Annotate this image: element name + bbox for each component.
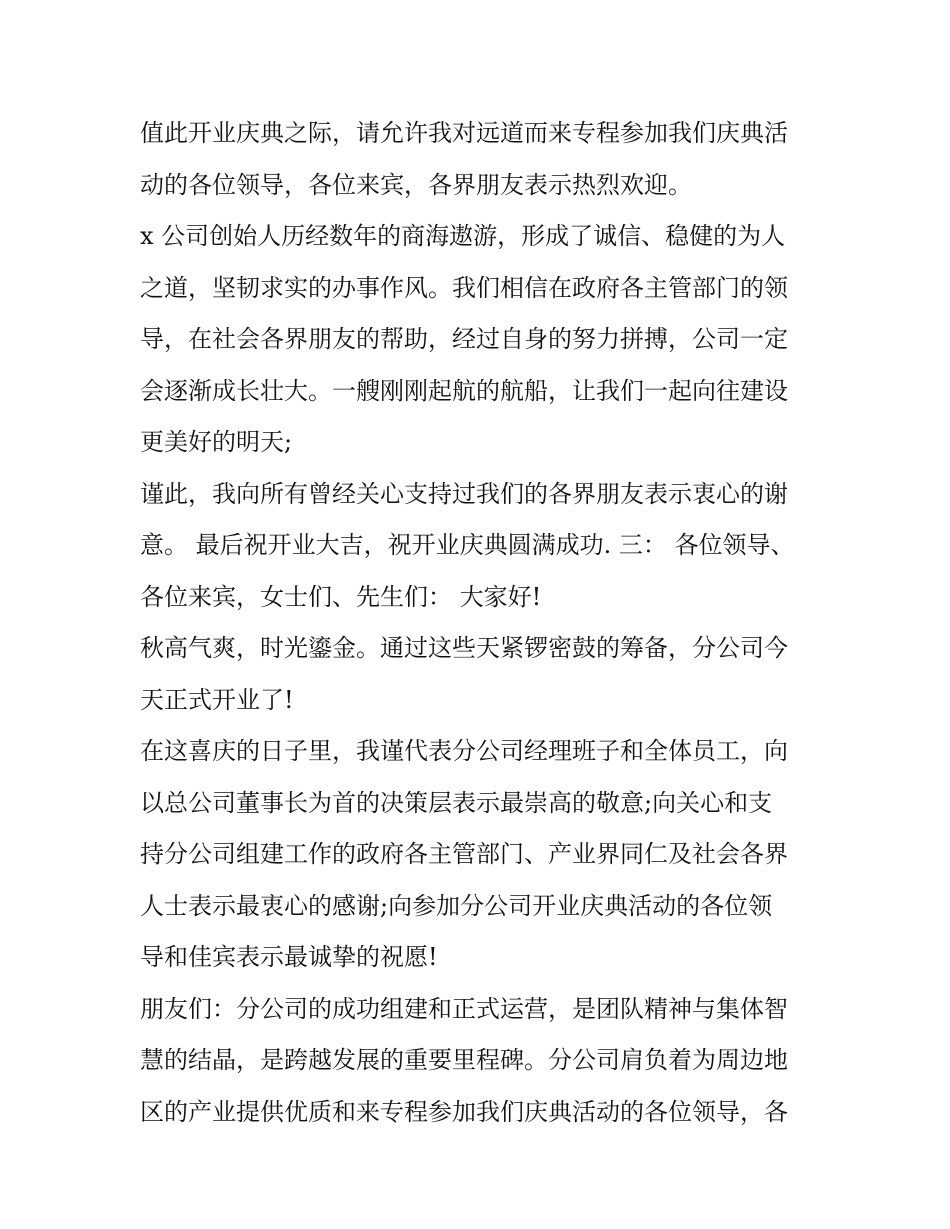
text-line: 人士表示最衷心的感谢;向参加分公司开业庆典活动的各位领 [140,891,773,920]
text-line: x 公司创始人历经数年的商海遨游，形成了诚信、稳健的为人 [140,222,786,250]
text-line: 动的各位领导，各位来宾，各界朋友表示热烈欢迎。 [140,170,692,199]
text-line: 谨此，我向所有曾经关心支持过我们的各界朋友表示衷心的谢 [140,479,788,508]
text-line: 持分公司组建工作的政府各主管部门、产业界同仁及社会各界 [140,840,788,868]
text-line: 会逐渐成长壮大。一艘刚刚起航的航船，让我们一起向往建设 [140,376,788,405]
text-line: 朋友们：分公司的成功组建和正式运营，是团队精神与集体智 [140,994,788,1023]
text-line: 导和佳宾表示最诚挚的祝愿! [140,943,438,971]
text-line: 更美好的明天; [140,428,293,456]
text-line: 值此开业庆典之际，请允许我对远道而来专程参加我们庆典活 [140,119,788,147]
text-line: 在这喜庆的日子里，我谨代表分公司经理班子和全体员工，向 [140,737,788,765]
text-line: 之道，坚韧求实的办事作风。我们相信在政府各主管部门的领 [140,273,788,302]
text-line: 导，在社会各界朋友的帮助，经过自身的努力拼搏，公司一定 [140,325,788,353]
text-line: 区的产业提供优质和来专程参加我们庆典活动的各位领导，各 [140,1097,788,1126]
document-body [140,108,820,1138]
text-line: 意。 最后祝开业大吉，祝开业庆典圆满成功. 三： 各位领导、 [140,531,795,559]
text-line: 秋高气爽，时光鎏金。通过这些天紧锣密鼓的筹备，分公司今 [140,634,788,662]
text-line: 天正式开业了! [140,685,294,714]
text-line: 各位来宾，女士们、先生们： 大家好! [140,582,542,611]
text-line: 慧的结晶，是跨越发展的重要里程碑。分公司肩负着为周边地 [140,1046,788,1074]
text-line: 以总公司董事长为首的决策层表示最崇高的敬意;向关心和支 [140,788,773,817]
